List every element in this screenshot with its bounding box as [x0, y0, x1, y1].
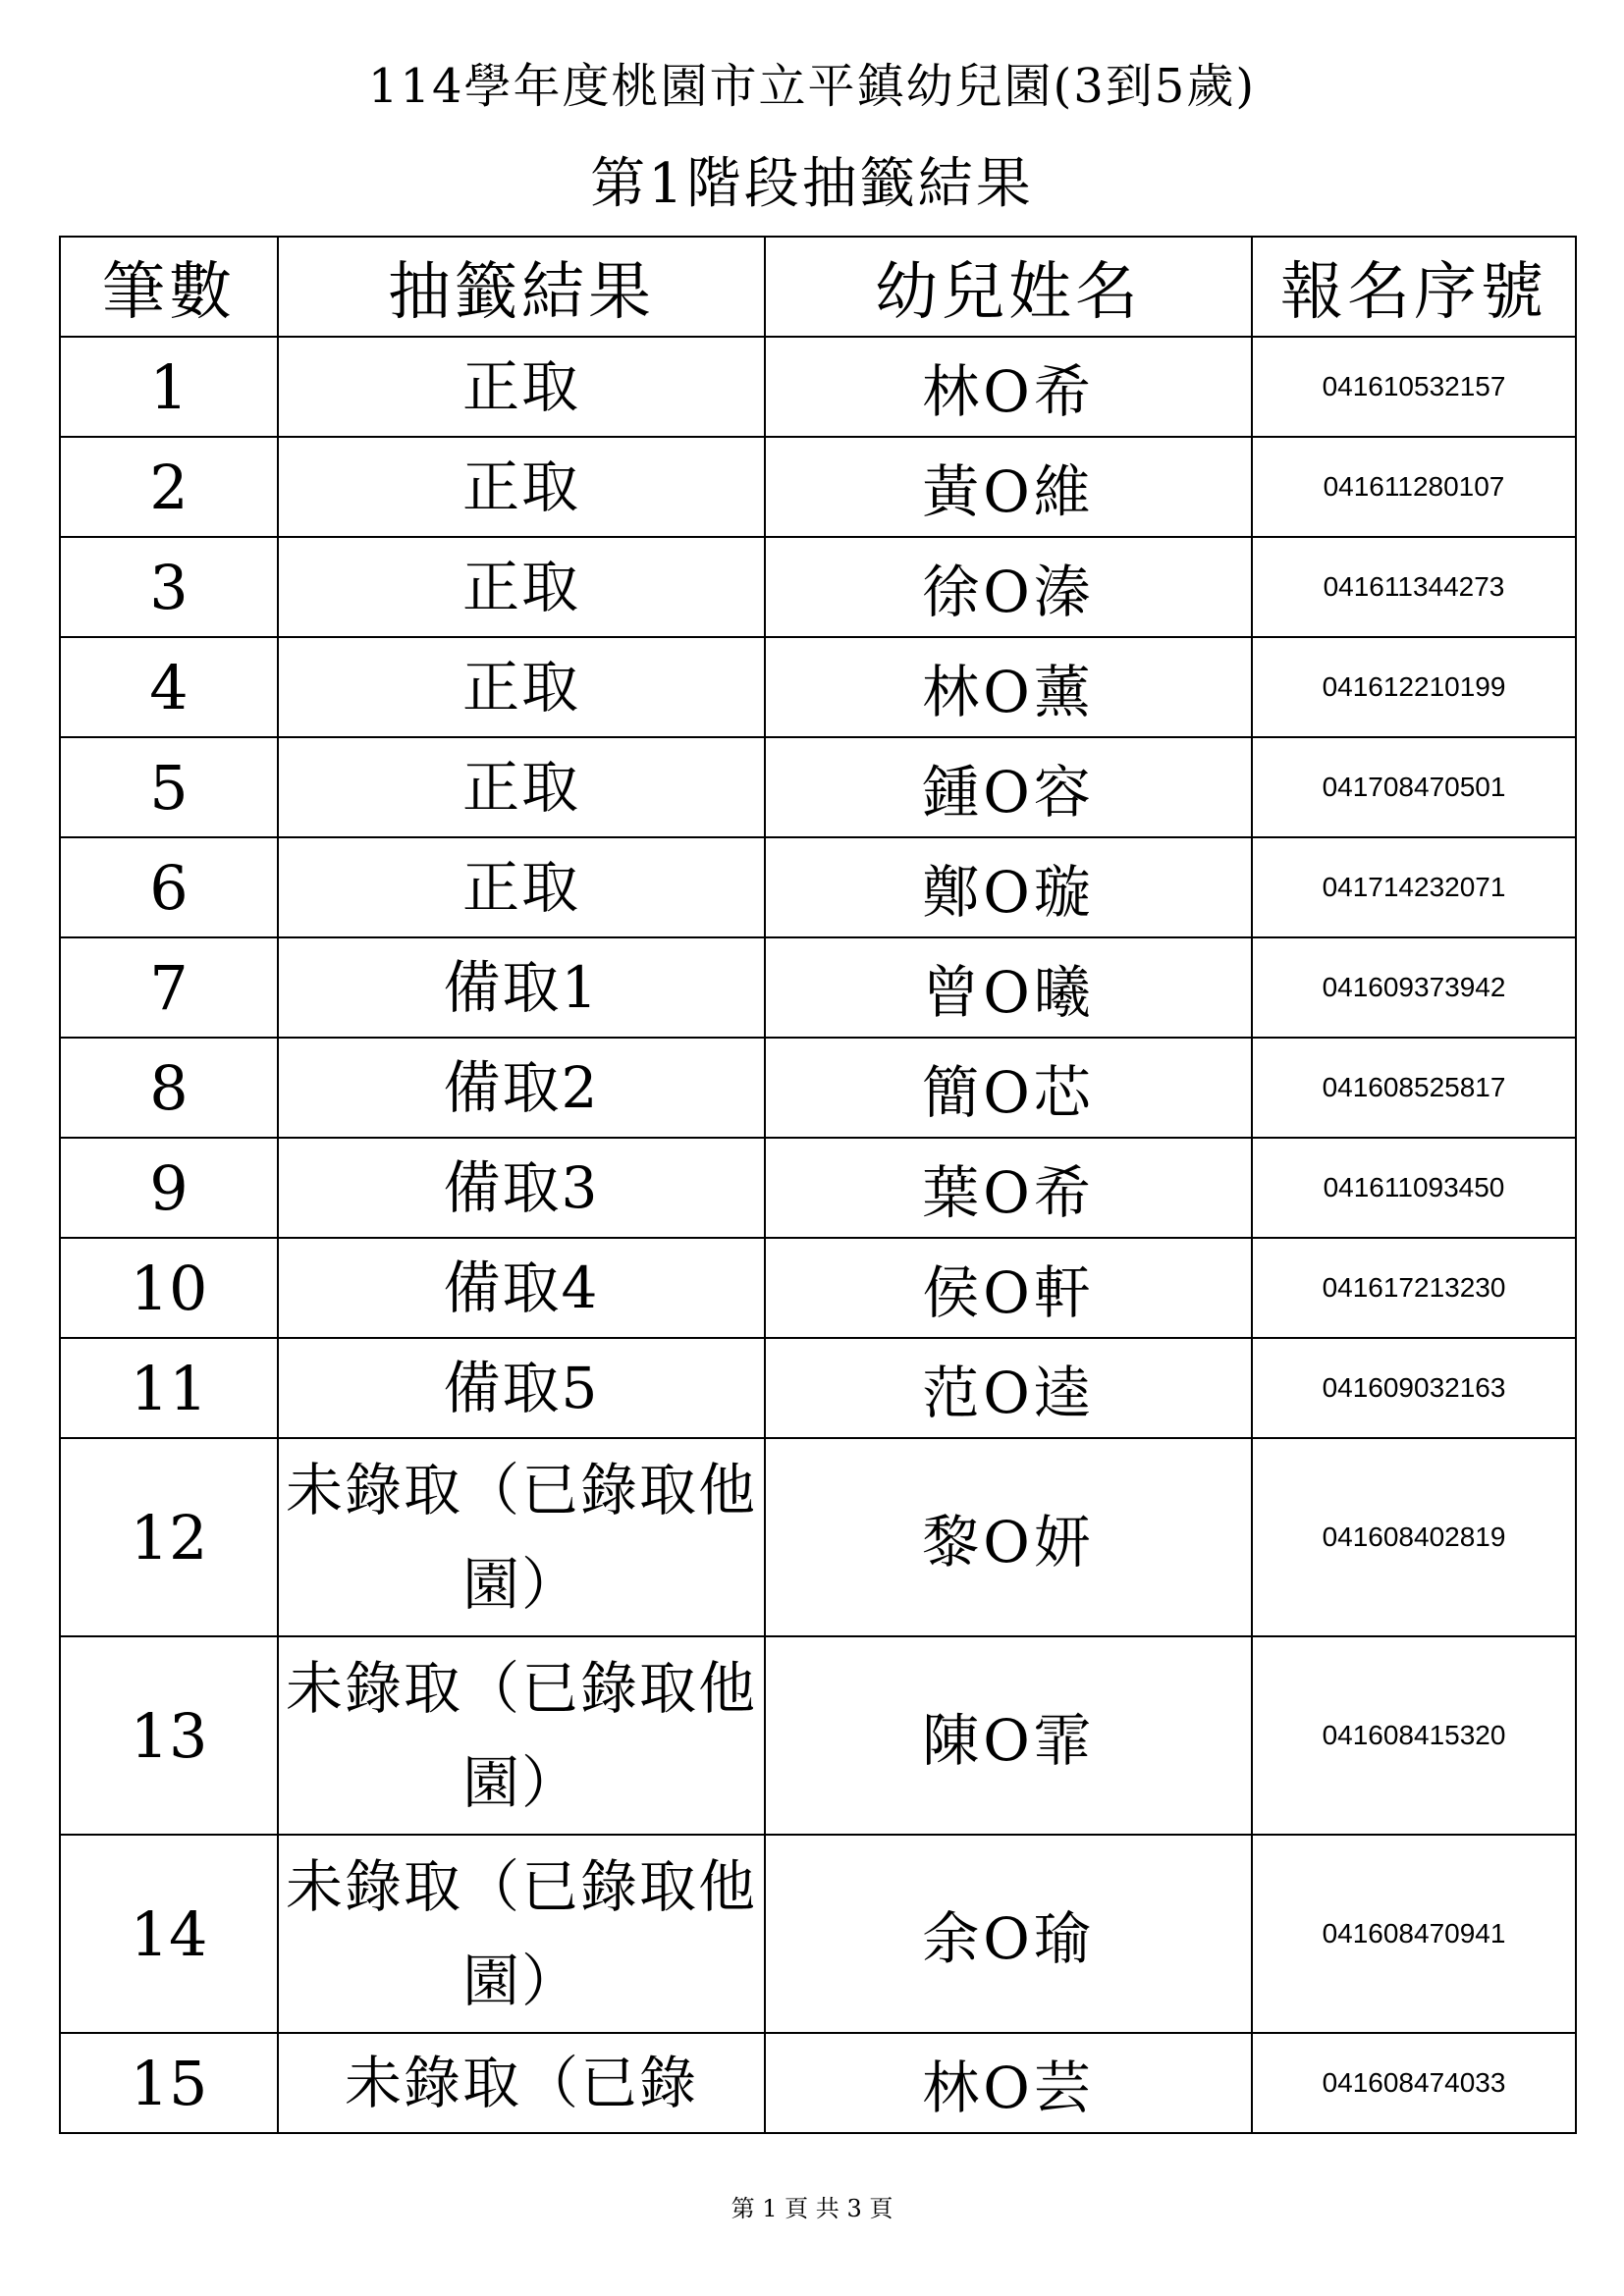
- row-number: 14: [60, 1835, 278, 2033]
- row-child-name: 徐O溱: [765, 537, 1252, 637]
- row-serial: 041708470501: [1252, 737, 1576, 837]
- table-row: [60, 537, 1576, 637]
- row-result: 備取2: [278, 1038, 765, 1138]
- table-row: [60, 1038, 1576, 1138]
- row-result: 正取: [278, 437, 765, 537]
- row-number: 10: [60, 1238, 278, 1338]
- row-number: 8: [60, 1038, 278, 1138]
- row-child-name: 林O芸: [765, 2033, 1252, 2133]
- header-result: 抽籤結果: [278, 237, 765, 337]
- row-child-name: 鄭O璇: [765, 837, 1252, 937]
- row-serial: 041609373942: [1252, 937, 1576, 1038]
- row-result: 備取4: [278, 1238, 765, 1338]
- row-serial: 041714232071: [1252, 837, 1576, 937]
- row-child-name: 曾O曦: [765, 937, 1252, 1038]
- table-row: [60, 1636, 1576, 1835]
- table-row: [60, 1835, 1576, 2033]
- row-child-name: 范O逵: [765, 1338, 1252, 1438]
- row-child-name: 余O瑜: [765, 1835, 1252, 2033]
- document-subtitle: 第1階段抽籤結果: [590, 152, 1034, 216]
- row-result: 未錄取（已錄取他園）: [278, 1438, 765, 1636]
- table-row: [60, 1238, 1576, 1338]
- row-child-name: 黃O維: [765, 437, 1252, 537]
- row-serial: 041608415320: [1252, 1636, 1576, 1835]
- row-serial: 041611280107: [1252, 437, 1576, 537]
- row-child-name: 鍾O容: [765, 737, 1252, 837]
- row-number: 13: [60, 1636, 278, 1835]
- row-serial: 041612210199: [1252, 637, 1576, 737]
- row-number: 9: [60, 1138, 278, 1238]
- row-child-name: 陳O霏: [765, 1636, 1252, 1835]
- row-serial: 041608525817: [1252, 1038, 1576, 1138]
- table-row: [60, 637, 1576, 737]
- row-serial: 041611344273: [1252, 537, 1576, 637]
- table-row: [60, 337, 1576, 437]
- header-row: [60, 237, 1576, 337]
- row-result: 未錄取（已錄: [278, 2033, 765, 2133]
- row-result: 正取: [278, 337, 765, 437]
- row-result: 正取: [278, 537, 765, 637]
- row-serial: 041608470941: [1252, 1835, 1576, 2033]
- row-child-name: 葉O希: [765, 1138, 1252, 1238]
- row-number: 5: [60, 737, 278, 837]
- results-table: [59, 236, 1577, 2134]
- table-row: [60, 1138, 1576, 1238]
- row-number: 6: [60, 837, 278, 937]
- table-row: [60, 1338, 1576, 1438]
- header-count: 筆數: [60, 237, 278, 337]
- row-child-name: 林O希: [765, 337, 1252, 437]
- row-number: 15: [60, 2033, 278, 2133]
- row-number: 3: [60, 537, 278, 637]
- table-row: [60, 937, 1576, 1038]
- table-row: [60, 437, 1576, 537]
- table-row: [60, 1438, 1576, 1636]
- row-serial: 041608474033: [1252, 2033, 1576, 2133]
- row-child-name: 林O薰: [765, 637, 1252, 737]
- header-serial: 報名序號: [1252, 237, 1576, 337]
- row-result: 備取1: [278, 937, 765, 1038]
- row-serial: 041611093450: [1252, 1138, 1576, 1238]
- document-title: 114學年度桃園市立平鎮幼兒園(3到5歲): [367, 59, 1257, 114]
- row-number: 2: [60, 437, 278, 537]
- row-number: 7: [60, 937, 278, 1038]
- page-number: 第 1 頁 共 3 頁: [731, 2195, 893, 2222]
- row-result: 未錄取（已錄取他園）: [278, 1636, 765, 1835]
- row-result: 正取: [278, 637, 765, 737]
- table-row: [60, 2033, 1576, 2133]
- row-serial: 041609032163: [1252, 1338, 1576, 1438]
- row-number: 1: [60, 337, 278, 437]
- row-result: 正取: [278, 737, 765, 837]
- row-number: 12: [60, 1438, 278, 1636]
- row-child-name: 黎O妍: [765, 1438, 1252, 1636]
- row-child-name: 簡O芯: [765, 1038, 1252, 1138]
- row-child-name: 侯O軒: [765, 1238, 1252, 1338]
- row-serial: 041608402819: [1252, 1438, 1576, 1636]
- row-result: 正取: [278, 837, 765, 937]
- row-result: 未錄取（已錄取他園）: [278, 1835, 765, 2033]
- row-result: 備取5: [278, 1338, 765, 1438]
- row-serial: 041610532157: [1252, 337, 1576, 437]
- row-number: 11: [60, 1338, 278, 1438]
- row-serial: 041617213230: [1252, 1238, 1576, 1338]
- row-result: 備取3: [278, 1138, 765, 1238]
- table-row: [60, 737, 1576, 837]
- row-number: 4: [60, 637, 278, 737]
- table-row: [60, 837, 1576, 937]
- header-child-name: 幼兒姓名: [765, 237, 1252, 337]
